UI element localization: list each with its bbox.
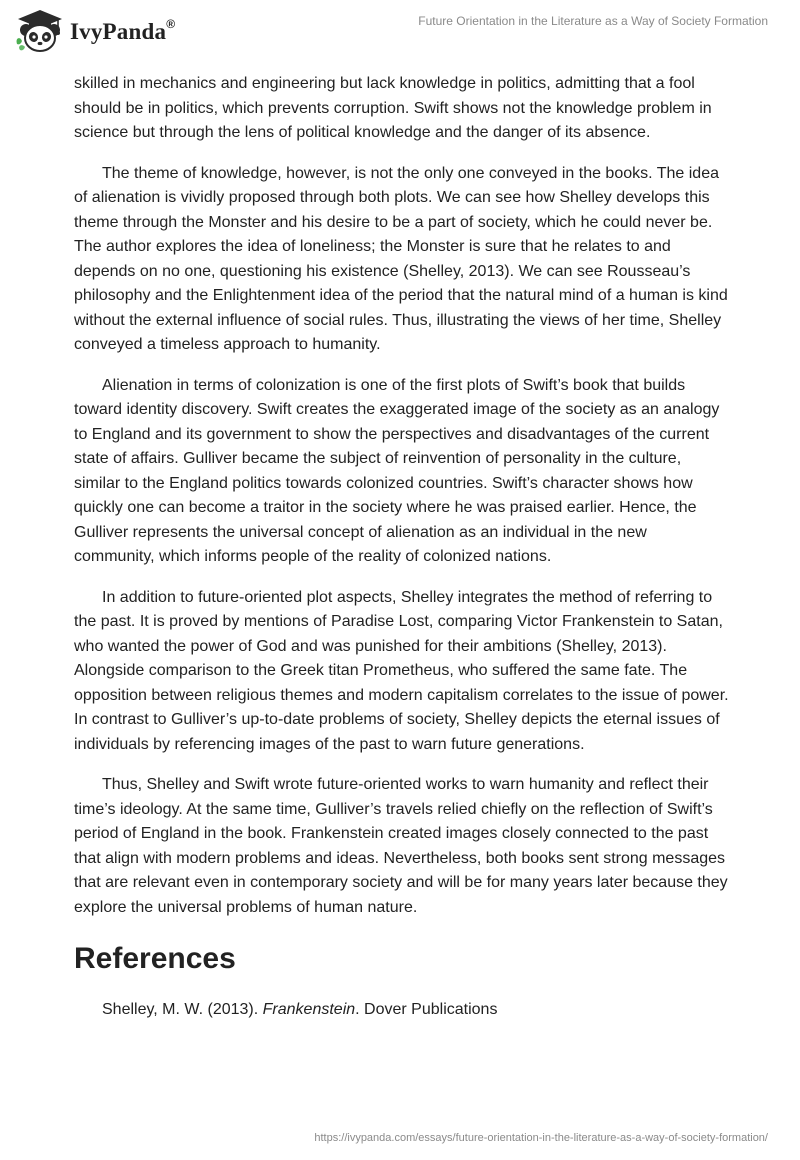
paragraph: Alienation in terms of colonization is one of the first plots of Swift’s book that builds toward identity discovery. Swift creates the exaggerated image of the society as an analogy to England and its government to show the perspectives and disadvantages of the current state of affairs. Gulliver became the subject of reinvention of personality in the culture, similar to the England politics towards colonized countries. Swift’s character shows how quickly one can become a traitor in the society where he was praised earlier. Hence, the Gulliver represents the universal concept of alienation as an individual in the new community, which informs people of the reality of colonized nations. — [74, 376, 720, 565]
page-header — [0, 0, 800, 60]
references-heading: References — [74, 942, 236, 975]
reference-title: Frankenstein — [262, 1001, 356, 1018]
essay-body — [74, 72, 729, 1022]
paragraph: skilled in mechanics and engineering but lack knowledge in politics, admitting that a fool should be in politics, which prevents corruption. Swift shows not the knowledge problem in science but through the lens of political knowledge and the danger of its absence. — [74, 75, 712, 141]
reference-publisher: . Dover Publications — [355, 1001, 498, 1018]
paragraph: Thus, Shelley and Swift wrote future-oriented works to warn humanity and reflect their time’s ideology. At the same time, Gulliver’s travels relied chiefly on the reflection of Swift’s period of England in the book. Frankenstein created images closely connected to the past that align with modern problems and ideas. Nevertheless, both books sent strong messages that are relevant even in contemporary society and will be for many years later because they explore the universal problems of human nature. — [74, 776, 728, 916]
brand-name: IvyPanda® — [70, 17, 176, 44]
ivypanda-logo[interactable] — [14, 8, 175, 54]
reference-entry — [74, 998, 729, 1022]
paragraph: In addition to future-oriented plot aspects, Shelley integrates the method of referring to the past. It is proved by mentions of Paradise Lost, comparing Victor Frankenstein to Satan, who wanted the power of God and was punished for their ambitions (Shelley, 2013). Alongside comparison to the Greek titan Prometheus, who suffered the same fate. The opposition between religious themes and modern capitalism correlates to the issue of power. In contrast to Gulliver’s up-to-date problems of society, Shelley depicts the eternal issues of individuals by referencing images of the past to warn future generations. — [74, 588, 729, 753]
panda-graduate-icon — [14, 8, 66, 54]
source-url[interactable]: https://ivypanda.com/essays/future-orientation-in-the-literature-as-a-way-of-society-formation/ — [314, 1132, 768, 1144]
reference-author: Shelley, M. W. (2013). — [102, 1001, 263, 1018]
paragraph: The theme of knowledge, however, is not the only one conveyed in the books. The idea of alienation is vividly proposed through both plots. We can see how Shelley develops this theme through the Monster and his desire to be a part of society, which he could never be. The author explores the idea of loneliness; the Monster is sure that he relates to and depends on no one, questioning his existence (Shelley, 2013). We can see Rousseau’s philosophy and the Enlightenment idea of the period that the natural mind of a human is kind without the external influence of social rules. Thus, illustrating the views of her time, Shelley conveyed a timeless approach to humanity. — [74, 164, 728, 353]
document-title: Future Orientation in the Literature as a Way of Society Formation — [418, 14, 768, 28]
